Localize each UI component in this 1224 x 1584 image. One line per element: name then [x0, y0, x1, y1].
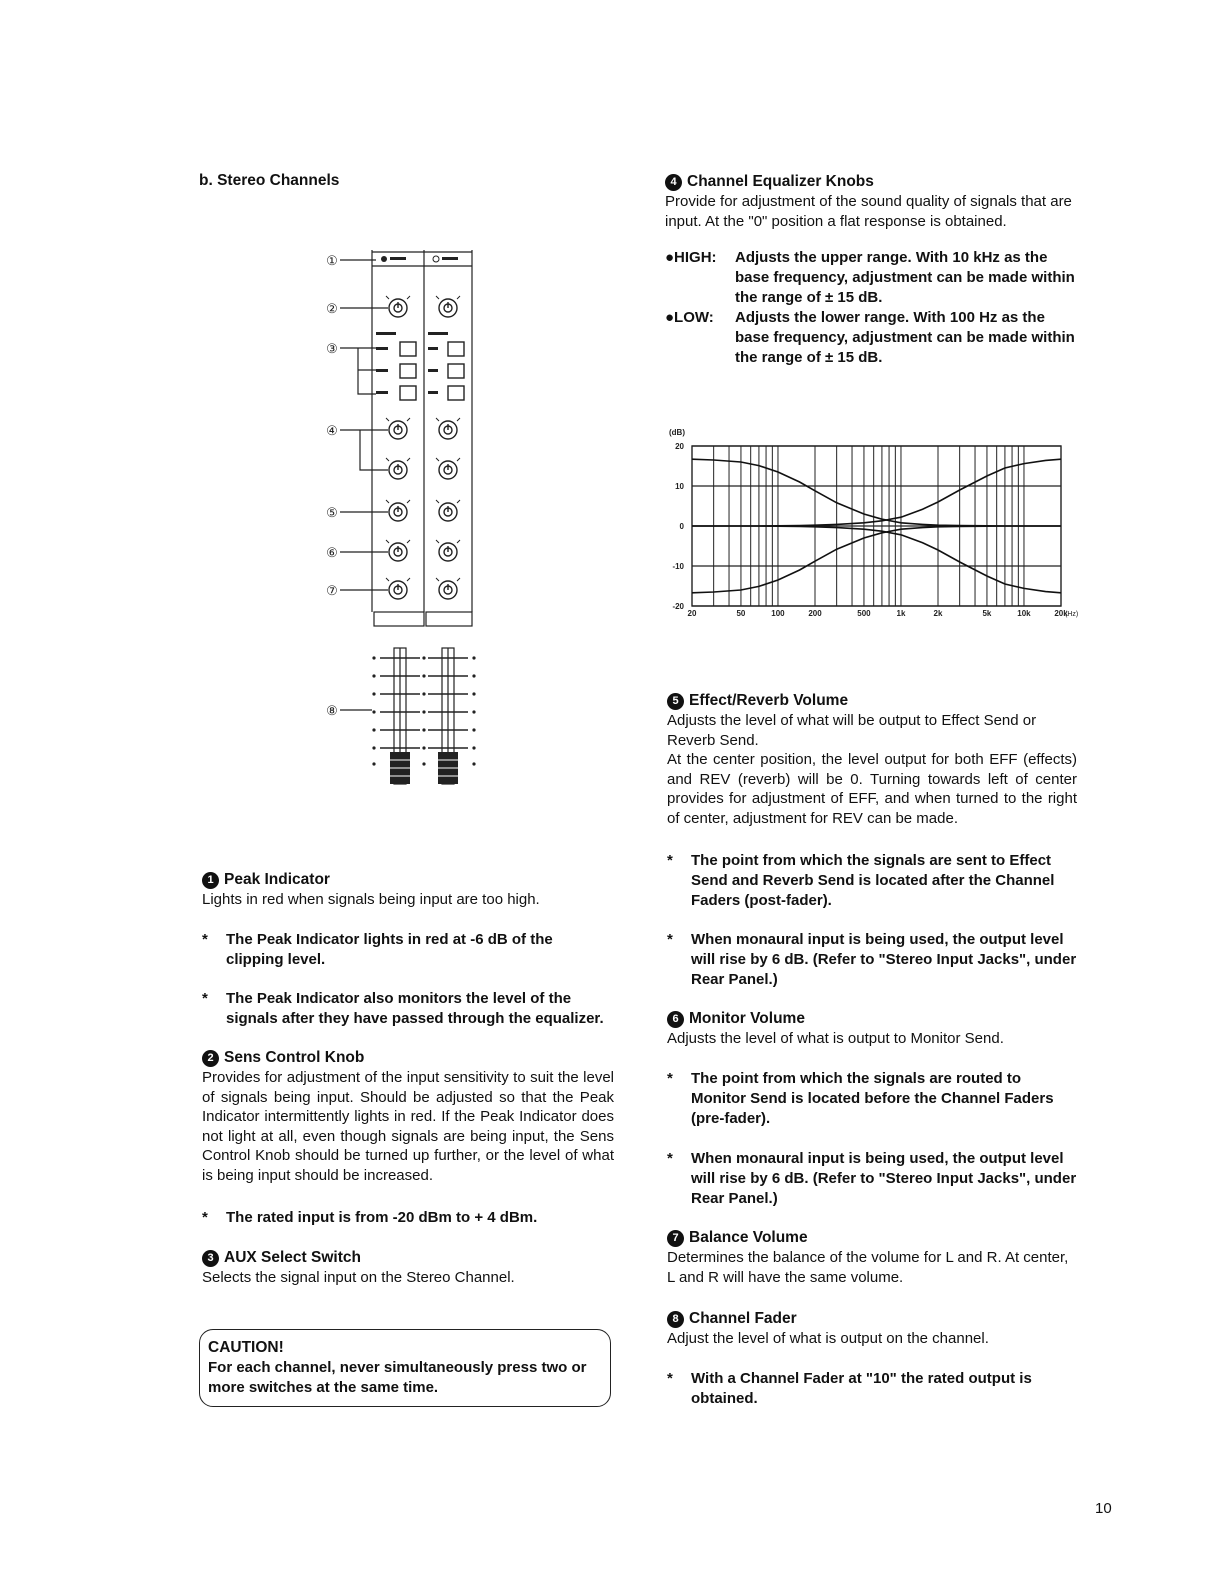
y-tick-label: 0 [679, 522, 684, 531]
item-number-badge: 4 [665, 174, 682, 191]
peak-indicator-title: Peak Indicator [224, 871, 330, 888]
effect-reverb-knob-left[interactable] [389, 503, 407, 521]
series-line-low-cut [692, 526, 1061, 593]
stereo-channel-strip-diagram [320, 244, 490, 804]
eq-low-description: ●LOW: Adjusts the lower range. With 100 Hz as the base frequency, adjustment can be made within the range of ± 15 dB. [665, 309, 1075, 366]
aux-switch-3-left[interactable] [400, 386, 416, 400]
x-tick-label: 10k [1017, 609, 1031, 618]
page-number: 10 [1095, 1500, 1112, 1517]
item-number-badge: 7 [667, 1230, 684, 1247]
callout-6: ⑥ [326, 545, 338, 560]
x-tick-label: 5k [982, 609, 992, 618]
effect-note-2: * When monaural input is being used, the output level will rise by 6 dB. (Refer to "Stereo Input Jacks", under Rear Panel.) [667, 931, 1077, 988]
monitor-knob-right[interactable] [439, 543, 457, 561]
y-tick-label: -20 [672, 602, 684, 611]
x-tick-label: 2k [933, 609, 943, 618]
balance-volume-heading [667, 1228, 1077, 1248]
series-line-high-cut [692, 526, 1061, 593]
aux-switch-text: Selects the signal input on the Stereo Channel. [202, 1269, 515, 1286]
eq-high-knob-left[interactable] [389, 421, 407, 439]
effect-reverb-text-1: Adjusts the level of what will be output to Effect Send or Reverb Send. [667, 712, 1037, 749]
x-tick-label: 100 [771, 609, 785, 618]
aux-switch-3-right[interactable] [448, 386, 464, 400]
effect-reverb-heading [667, 691, 1077, 711]
x-axis-label: (Hz) [1065, 611, 1079, 618]
eq-knobs-title: Channel Equalizer Knobs [687, 173, 874, 190]
sens-knob-right[interactable] [439, 299, 457, 317]
monitor-volume-text: Adjusts the level of what is output to Monitor Send. [667, 1030, 1004, 1047]
y-tick-label: 10 [675, 482, 684, 491]
fader-note: * With a Channel Fader at "10" the rated output is obtained. [667, 1370, 1032, 1407]
effect-reverb-title: Effect/Reverb Volume [689, 692, 849, 709]
aux-switch-2-left[interactable] [400, 364, 416, 378]
x-tick-label: 200 [808, 609, 822, 618]
y-axis-label: (dB) [669, 428, 685, 437]
aux-switch-1-right[interactable] [448, 342, 464, 356]
channel-fader-heading [667, 1309, 1077, 1329]
x-tick-label: 20k [1054, 609, 1068, 618]
peak-note-2: * The Peak Indicator also monitors the level of the signals after they have passed through the equalizer. [202, 990, 604, 1027]
sens-knob-title: Sens Control Knob [224, 1049, 365, 1066]
item-number-badge: 1 [202, 872, 219, 889]
item-number-badge: 6 [667, 1011, 684, 1028]
eq-low-knob-left[interactable] [389, 461, 407, 479]
effect-reverb-text-2: At the center position, the level output for both EFF (effects) and REV (reverb) will be 0. Turning towards left of center provides for adjustment of EFF, and when turned to the right of center, adjustment for REV can be made. [667, 751, 1077, 827]
x-tick-label: 20 [687, 609, 697, 618]
peak-indicator-right [433, 256, 439, 262]
y-tick-label: -10 [672, 562, 684, 571]
balance-volume-title: Balance Volume [689, 1229, 808, 1246]
sens-knob-left[interactable] [389, 299, 407, 317]
series-line-high-boost [692, 459, 1061, 526]
monitor-note-2: * When monaural input is being used, the output level will rise by 6 dB. (Refer to "Stereo Input Jacks", under Rear Panel.) [667, 1150, 1077, 1207]
eq-low-knob-right[interactable] [439, 461, 457, 479]
caution-text: For each channel, never simultaneously press two or more switches at the same time. [208, 1359, 587, 1396]
section-title: b. Stereo Channels [199, 172, 340, 189]
peak-indicator-heading [202, 870, 614, 890]
aux-switch-title: AUX Select Switch [224, 1249, 361, 1266]
caution-title: CAUTION! [208, 1339, 284, 1356]
callout-1: ① [326, 253, 338, 268]
aux-switch-2-right[interactable] [448, 364, 464, 378]
peak-note-1: * The Peak Indicator lights in red at -6 dB of the clipping level. [202, 931, 553, 968]
monitor-volume-title: Monitor Volume [689, 1010, 805, 1027]
item-number-badge: 2 [202, 1050, 219, 1067]
eq-high-knob-right[interactable] [439, 421, 457, 439]
peak-indicator-left [381, 256, 387, 262]
callout-7: ⑦ [326, 583, 338, 598]
item-number-badge: 3 [202, 1250, 219, 1267]
x-tick-label: 500 [857, 609, 871, 618]
x-tick-label: 1k [896, 609, 906, 618]
balance-knob-right[interactable] [439, 581, 457, 599]
balance-knob-left[interactable] [389, 581, 407, 599]
effect-reverb-knob-right[interactable] [439, 503, 457, 521]
channel-fader-text: Adjust the level of what is output on the channel. [667, 1330, 989, 1347]
caution-box [199, 1329, 611, 1407]
aux-switch-1-left[interactable] [400, 342, 416, 356]
aux-switch-heading [202, 1248, 614, 1268]
series-line-low-boost [692, 459, 1061, 526]
callout-5: ⑤ [326, 505, 338, 520]
sens-knob-heading [202, 1048, 614, 1068]
balance-volume-text: Determines the balance of the volume for L and R. At center, L and R will have the same volume. [667, 1249, 1069, 1286]
effect-note-1: * The point from which the signals are sent to Effect Send and Reverb Send is located after the Channel Faders (post-fader). [667, 852, 1055, 909]
sens-note: * The rated input is from -20 dBm to + 4 dBm. [202, 1209, 538, 1226]
peak-indicator-text: Lights in red when signals being input are too high. [202, 891, 540, 908]
callout-3: ③ [326, 341, 338, 356]
x-tick-label: 50 [736, 609, 746, 618]
callout-2: ② [326, 301, 338, 316]
sens-knob-text: Provides for adjustment of the input sensitivity to suit the level of signals being input. Should be adjusted so that the Peak Indicator intermittently lights in red. If the Peak Indicator does not light at all, even though signals are being input, the Sens Control Knob should be turned up further, or the level of what is being input should be increased. [202, 1069, 614, 1184]
callout-4: ④ [326, 423, 338, 438]
y-tick-label: 20 [675, 442, 684, 451]
monitor-note-1: * The point from which the signals are routed to Monitor Send is located before the Channel Faders (pre-fader). [667, 1070, 1054, 1127]
item-number-badge: 8 [667, 1311, 684, 1328]
monitor-volume-heading [667, 1009, 1077, 1029]
eq-knobs-text: Provide for adjustment of the sound quality of signals that are input. At the "0" position a flat response is obtained. [665, 193, 1072, 230]
item-number-badge: 5 [667, 693, 684, 710]
eq-knobs-heading [665, 172, 1075, 192]
eq-high-description: ●HIGH: Adjusts the upper range. With 10 kHz as the base frequency, adjustment can be made within the range of ± 15 dB. [665, 249, 1075, 306]
eq-response-chart [664, 422, 1084, 622]
callout-8: ⑧ [326, 703, 338, 718]
channel-fader-title: Channel Fader [689, 1310, 797, 1327]
monitor-knob-left[interactable] [389, 543, 407, 561]
